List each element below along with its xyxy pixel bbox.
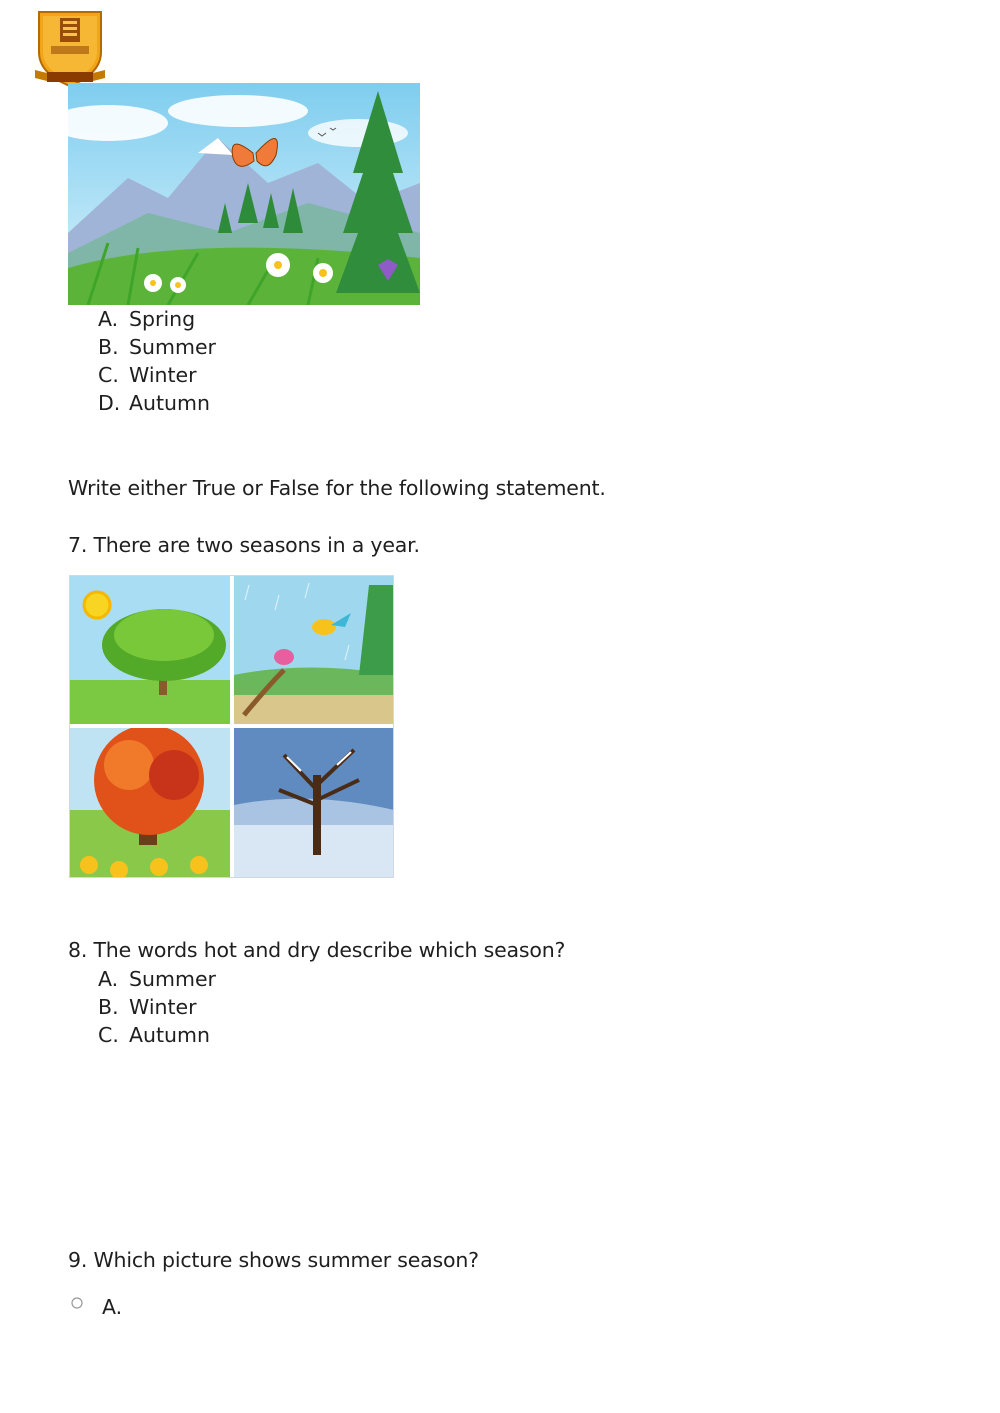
summer-tree-image [69,575,230,724]
option-b: B. Summer [98,335,216,359]
four-seasons-image-grid [69,575,394,878]
school-crest-icon [33,8,107,88]
option-b: B. Winter [98,995,197,1019]
section-instruction: Write either True or False for the following statement. [68,476,606,500]
question8-options [98,965,216,1049]
option-a: A. Summer [98,967,216,991]
radio-button-a[interactable] [71,1297,83,1309]
winter-tree-image [234,728,394,878]
option-a: A. Spring [98,307,196,331]
question9-text: 9. Which picture shows summer season? [68,1248,479,1272]
radio-label-a[interactable]: A. [102,1295,123,1319]
option-d: D. Autumn [98,391,211,415]
spring-rain-birds-image [234,575,394,724]
question6-options [98,305,216,417]
option-c: C. Autumn [98,1023,211,1047]
spring-landscape-image [68,83,420,305]
autumn-tree-image [69,725,230,878]
question7-text: 7. There are two seasons in a year. [68,533,420,557]
question8-text: 8. The words hot and dry describe which season? [68,938,566,962]
option-c: C. Winter [98,363,197,387]
